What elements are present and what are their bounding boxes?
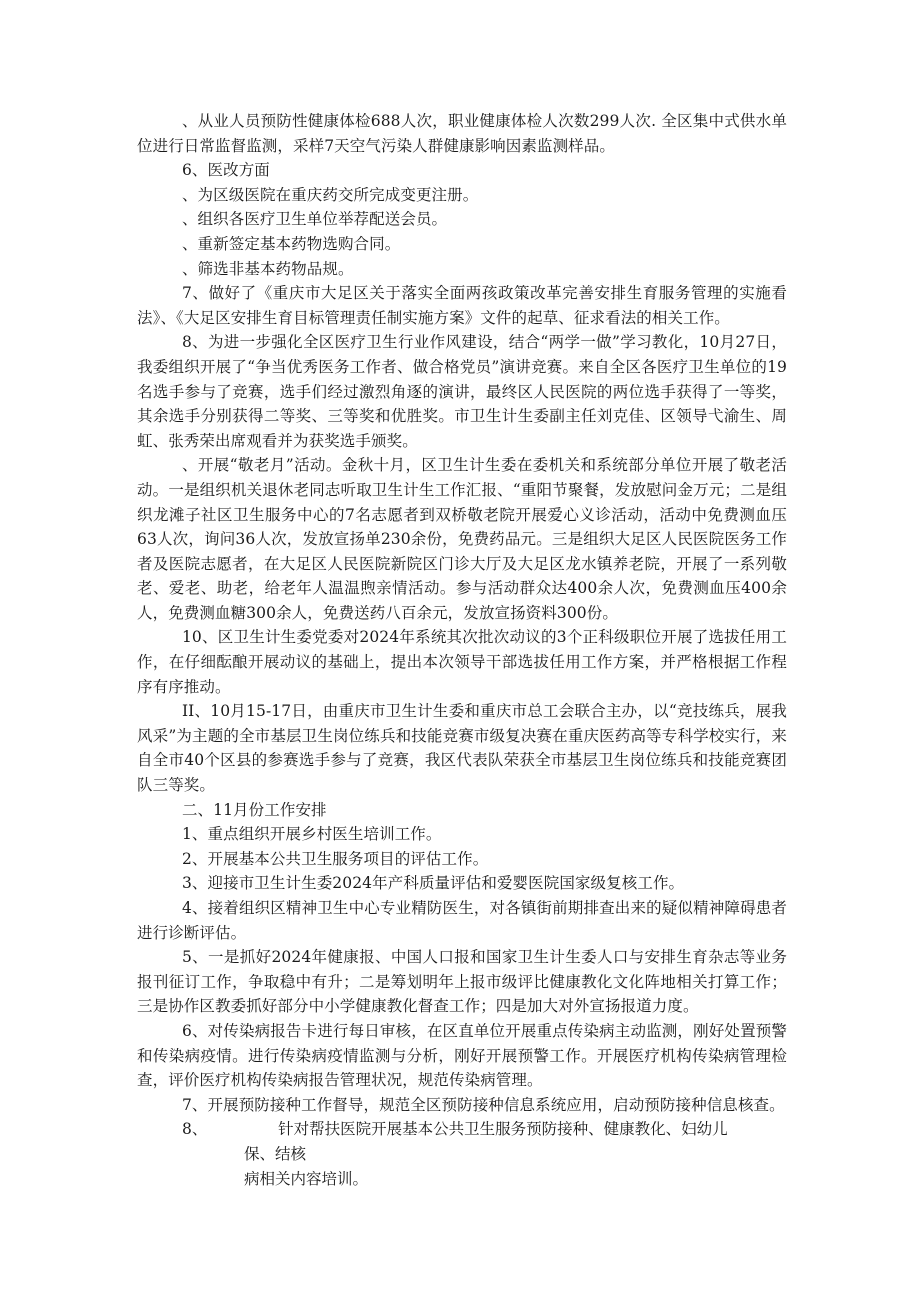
- paragraph-item-7: 7、做好了《重庆市大足区关于落实全面两孩政策改革完善安排生育服务管理的实施看法》、《大足区安排生育目标管理责任制实施方案》文件的起草、征求看法的相关工作。: [137, 284, 787, 327]
- list-item: 、组织各医疗卫生单位举荐配送会员。: [181, 210, 448, 229]
- plan-item-8-text: [222, 1117, 787, 1191]
- paragraph-item-11: II、10月15-17日，由重庆市卫生计生委和重庆市总工会联合主办，以“竞技练兵，展我风采”为主题的全市基层卫生岗位练兵和技能竞赛市级复决赛在重庆医药高等专科学校实行，来自全市40个区县的参赛选手参与了竞赛，我区代表队荣获全市基层卫生岗位练兵和技能竞赛团队三等奖。: [137, 702, 787, 795]
- paragraph-item-8: 8、为进一步强化全区医疗卫生行业作风建设，结合“两学一做”学习教化，10月27日，我委组织开展了“争当优秀医务工作者、做合格党员”演讲竞赛。来自全区各医疗卫生单位的19名选手参与了竞赛，选手们经过激烈角逐的演讲，最终区人民医院的两位选手获得了一等奖，其余选手分别获得二等奖、三等奖和优胜奖。市卫生计生委副主任刘克佳、区领导弋渝生、周虹、张秀荣出席观看并为获奖选手颁奖。: [137, 333, 787, 450]
- section-heading-medical-reform: 6、医改方面: [181, 161, 270, 180]
- paragraph-item-10: 10、区卫生计生委党委对2024年系统其次批次动议的3个正科级职位开展了选拔任用工作，在仔细酝酿开展动议的基础上，提出本次领导干部选拔任用工作方案，并严格根据工作程序有序推动。: [137, 628, 787, 696]
- section-heading-november-plan: 二、11月份工作安排: [181, 800, 327, 819]
- plan-item-6: 6、对传染病报告卡进行每日审核，在区直单位开展重点传染病主动监测，刚好处置预警和传染病疫情。进行传染病疫情监测与分析，刚好开展预警工作。开展医疗机构传染病管理检查，评价医疗机构传染病报告管理状况，规范传染病管理。: [137, 1021, 787, 1090]
- document-body: [137, 109, 787, 1191]
- list-item: 、重新签定基本药物选购合同。: [181, 234, 401, 253]
- plan-item-3: 3、迎接市卫生计生委2024年产科质量评估和爱婴医院国家级复核工作。: [181, 874, 685, 893]
- plan-item-7: 7、开展预防接种工作督导，规范全区预防接种信息系统应用，启动预防接种信息核查。: [181, 1095, 785, 1114]
- paragraph-respect-elderly: 、开展“敬老月”活动。金秋十月，区卫生计生委在委机关和系统部分单位开展了敬老活动。一是组织机关退休老同志听取卫生计生工作汇报、“重阳节聚餐，发放慰问金万元；二是组织龙滩子社区卫生服务中心的7名志愿者到双桥敬老院开展爱心义诊活动，活动中免费测血压63人次，询问36人次，发放宣扬单230余份，免费药品元。三是组织大足区人民医院医务工作者及医院志愿者，在大足区人民医院新院区门诊大厅及大足区龙水镇养老院，开展了一系列敬老、爱老、助老，给老年人温温煦亲情活动。参与活动群众达400余人次，免费测血压400余人，免费测血糖300余人，免费送药八百余元，发放宣扬资料300份。: [137, 456, 787, 622]
- paragraph-health-checks: 、从业人员预防性健康体检688人次，职业健康体检人次数299人次. 全区集中式供水单位进行日常监督监测，采样7天空气污染人群健康影响因素监测样品。: [137, 112, 787, 155]
- plan-item-1: 1、重点组织开展乡村医生培训工作。: [181, 825, 442, 844]
- plan-item-8-line2: 病相关内容培训。: [244, 1169, 369, 1188]
- plan-item-2: 2、开展基本公共卫生服务项目的评估工作。: [181, 849, 489, 868]
- plan-item-4: 4、接着组织区精神卫生中心专业精防医生，对各镇街前期排查出来的疑似精神障碍患者进行诊断评估。: [137, 899, 787, 942]
- plan-item-8-number: 8、: [182, 1120, 208, 1139]
- plan-item-8: [137, 1117, 787, 1191]
- list-item: 、为区级医院在重庆药交所完成变更注册。: [181, 185, 479, 204]
- plan-item-5: 5、一是抓好2024年健康报、中国人口报和国家卫生计生委人口与安排生育杂志等业务报刊征订工作，争取稳中有升；二是筹划明年上报市级评比健康教化文化阵地相关打算工作；三是协作区教委抓好部分中小学健康教化督查工作；四是加大对外宣扬报道力度。: [137, 948, 787, 1016]
- list-item: 、筛选非基本药物品规。: [181, 259, 354, 278]
- plan-item-8-line1: 针对帮扶医院开展基本公共卫生服务预防接种、健康教化、妇幼儿保、结核: [244, 1120, 728, 1163]
